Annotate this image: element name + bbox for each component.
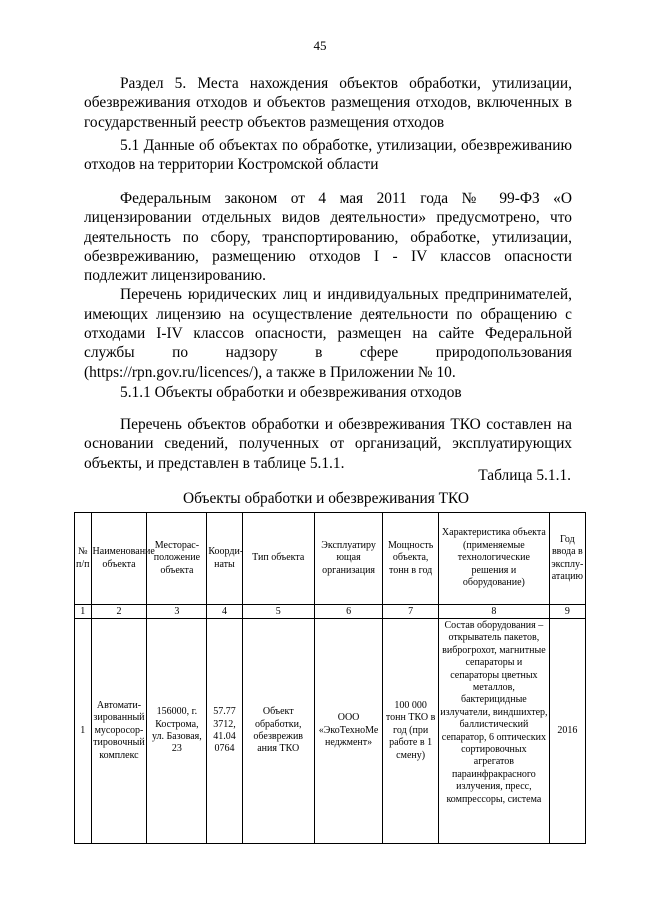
column-number-cell: 7 bbox=[383, 605, 439, 619]
section-heading-text: Раздел 5. Места нахождения объектов обработки, утилизации, обезвреживания отходов и объектов размещения отходов, включенных в государственный реестр объектов размещения отходов bbox=[84, 75, 572, 131]
section-heading bbox=[84, 74, 572, 132]
cell-characteristics: Состав оборудования – открыватель пакетов, виброгрохот, магнитные сепараторы и сепараторы цветных металлов, бактерицидные излучатели, виндшихтер, баллистический сепаратор, 6 оптических сортировочных агрегатов параинфракрасного излучения, пресс, компрессоры, система bbox=[439, 619, 550, 844]
table-title: Объекты обработки и обезвреживания ТКО bbox=[182, 490, 470, 507]
cell-location: 156000, г. Кострома, ул. Базовая, 23 bbox=[147, 619, 207, 844]
page-number: 45 bbox=[313, 38, 327, 53]
subsection-heading bbox=[84, 136, 572, 175]
header-cell-operator: Эксплуатиру ющая организация bbox=[314, 513, 382, 605]
column-number-cell: 3 bbox=[147, 605, 207, 619]
header-cell-characteristics: Характеристика объекта (применяемые технологические решения и оборудование) bbox=[439, 513, 550, 605]
header-cell-name: Наименование объекта bbox=[91, 513, 147, 605]
column-number-cell: 4 bbox=[207, 605, 242, 619]
table-label: Таблица 5.1.1. bbox=[478, 467, 571, 484]
header-cell-year: Год ввода в эксплу-атацию bbox=[549, 513, 585, 605]
table-header-row bbox=[75, 513, 586, 605]
column-number-cell: 1 bbox=[75, 605, 92, 619]
cell-coordinates: 57.77 3712, 41.04 0764 bbox=[207, 619, 242, 844]
cell-number: 1 bbox=[75, 619, 92, 844]
cell-name: Автомати-зированный мусоросор-тировочный комплекс bbox=[91, 619, 147, 844]
subsection-heading-text: 5.1 Данные об объектах по обработке, утилизации, обезвреживанию отходов на территории Костромской области bbox=[84, 137, 572, 174]
column-number-cell: 6 bbox=[314, 605, 382, 619]
facilities-table bbox=[74, 512, 586, 844]
header-cell-capacity: Мощность объекта, тонн в год bbox=[383, 513, 439, 605]
paragraph-licensee-list: Перечень юридических лиц и индивидуальных предпринимателей, имеющих лицензию на осуществление деятельности по обращению с отходами I-IV классов опасности, размещен на сайте Федеральной службы по надзору в сфере природопользования (https://rpn.gov.ru/licences/), а также в Приложении № 10. bbox=[84, 286, 572, 381]
column-number-cell: 5 bbox=[242, 605, 314, 619]
header-cell-coordinates: Коорди-наты bbox=[207, 513, 242, 605]
header-cell-number: № п/п bbox=[75, 513, 92, 605]
table-row bbox=[75, 619, 586, 844]
cell-year: 2016 bbox=[549, 619, 585, 844]
table-intro bbox=[84, 415, 572, 473]
paragraph-licensing-law: Федеральным законом от 4 мая 2011 года № 99-ФЗ «О лицензировании отдельных видов деятельности» предусмотрено, что деятельность по сбору, транспортированию, обработке, утилизации, обезвреживанию, размещению отходов I - IV классов опасности подлежит лицензированию. bbox=[84, 190, 572, 285]
subsubsection-heading-text: 5.1.1 Объекты обработки и обезвреживания отходов bbox=[120, 384, 462, 401]
body-paragraphs bbox=[84, 189, 572, 382]
column-number-row bbox=[75, 605, 586, 619]
cell-type: Объект обработки, обезврежив ания ТКО bbox=[242, 619, 314, 844]
column-number-cell: 2 bbox=[91, 605, 147, 619]
cell-operator: ООО «ЭкоТехноМе неджмент» bbox=[314, 619, 382, 844]
cell-capacity: 100 000 тонн ТКО в год (при работе в 1 смену) bbox=[383, 619, 439, 844]
header-cell-type: Тип объекта bbox=[242, 513, 314, 605]
column-number-cell: 8 bbox=[439, 605, 550, 619]
table-intro-text: Перечень объектов обработки и обезвреживания ТКО составлен на основании сведений, полученных от организаций, эксплуатирующих объекты, и представлен в таблице 5.1.1. bbox=[84, 416, 572, 472]
subsubsection-heading bbox=[84, 383, 572, 402]
header-cell-location: Месторас-положение объекта bbox=[147, 513, 207, 605]
column-number-cell: 9 bbox=[549, 605, 585, 619]
